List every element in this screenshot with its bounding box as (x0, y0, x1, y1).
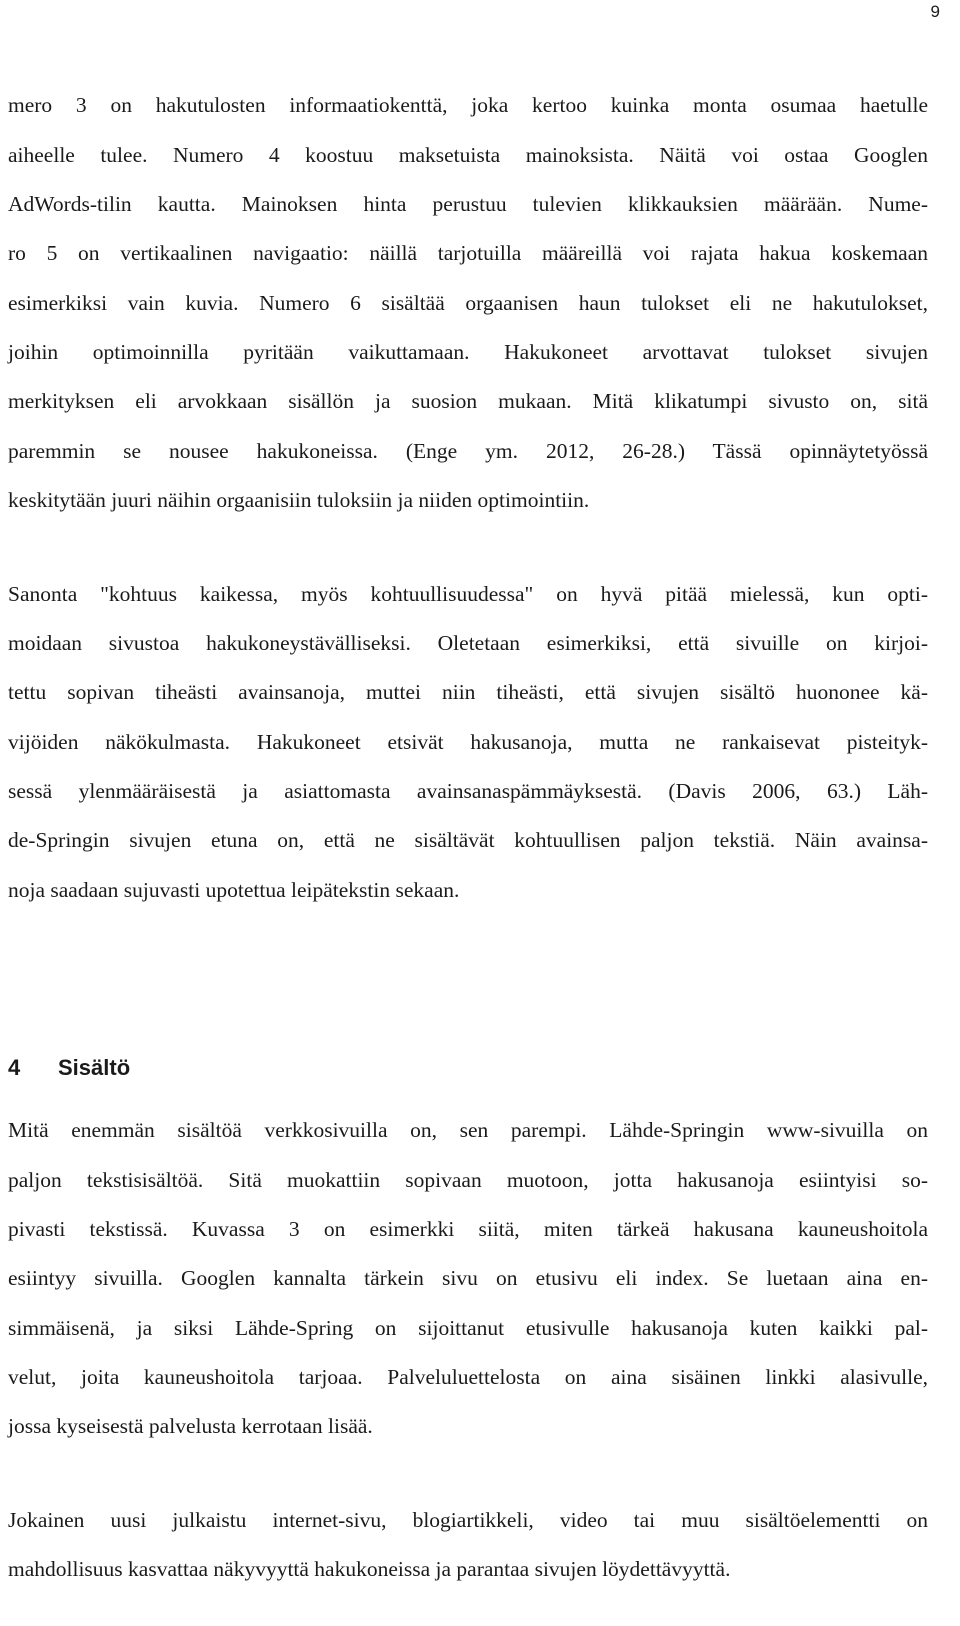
paragraph-1-line-7: merkityksen eli arvokkaan sisällön ja suosion mukaan. Mitä klikatumpi sivusto on, sitä (8, 389, 928, 413)
paragraph-1-line-1: mero 3 on hakutulosten informaatiokenttä, joka kertoo kuinka monta osumaa haetulle (8, 93, 928, 117)
paragraph-2-line-1: Sanonta "kohtuus kaikessa, myös kohtuullisuudessa" on hyvä pitää mielessä, kun opti- (8, 582, 928, 606)
paragraph-1-line-2: aiheelle tulee. Numero 4 koostuu maksetuista mainoksista. Näitä voi ostaa Googlen (8, 143, 928, 167)
paragraph-4-line-2: mahdollisuus kasvattaa näkyvyyttä hakukoneissa ja parantaa sivujen löydettävyyttä. (8, 1557, 731, 1581)
paragraph-2-line-2: moidaan sivustoa hakukoneystävälliseksi. Oletetaan esimerkiksi, että sivuille on kirjoi- (8, 631, 928, 655)
paragraph-1-line-9: keskitytään juuri näihin orgaanisiin tuloksiin ja niiden optimointiin. (8, 488, 590, 512)
paragraph-3-line-7: jossa kyseisestä palvelusta kerrotaan lisää. (8, 1414, 373, 1438)
paragraph-3-line-4: esiintyy sivuilla. Googlen kannalta tärkein sivu on etusivu eli index. Se luetaan aina en- (8, 1266, 928, 1290)
section-number: 4 (8, 1055, 21, 1080)
paragraph-1-line-6: joihin optimoinnilla pyritään vaikuttamaan. Hakukoneet arvottavat tulokset sivujen (8, 340, 928, 364)
paragraph-3-line-5: simmäisenä, ja siksi Lähde-Spring on sijoittanut etusivulle hakusanoja kuten kaikki pal- (8, 1316, 928, 1340)
paragraph-2-line-5: sessä ylenmääräisestä ja asiattomasta avainsanaspämmäyksestä. (Davis 2006, 63.) Läh- (8, 779, 928, 803)
paragraph-2-line-3: tettu sopivan tiheästi avainsanoja, muttei niin tiheästi, että sivujen sisältö huononee kä- (8, 680, 928, 704)
paragraph-2-line-6: de-Springin sivujen etuna on, että ne sisältävät kohtuullisen paljon tekstiä. Näin avainsa- (8, 828, 928, 852)
paragraph-2-line-4: vijöiden näkökulmasta. Hakukoneet etsivät hakusanoja, mutta ne rankaisevat pisteityk- (8, 730, 928, 754)
paragraph-1-line-8: paremmin se nousee hakukoneissa. (Enge ym. 2012, 26-28.) Tässä opinnäytetyössä (8, 439, 928, 463)
paragraph-3-line-2: paljon tekstisisältöä. Sitä muokattiin sopivaan muotoon, jotta hakusanoja esiintyisi so- (8, 1168, 928, 1192)
paragraph-1-line-3: AdWords-tilin kautta. Mainoksen hinta perustuu tulevien klikkauksien määrään. Nume- (8, 192, 928, 216)
section-heading (8, 1054, 130, 1082)
paragraph-3-line-1: Mitä enemmän sisältöä verkkosivuilla on, sen parempi. Lähde-Springin www-sivuilla on (8, 1118, 928, 1142)
paragraph-1-line-4: ro 5 on vertikaalinen navigaatio: näillä tarjotuilla määreillä voi rajata hakua koskemaan (8, 241, 928, 265)
paragraph-3-line-6: velut, joita kauneushoitola tarjoaa. Palveluluettelosta on aina sisäinen linkki alasivulle, (8, 1365, 928, 1389)
paragraph-3-line-3: pivasti tekstissä. Kuvassa 3 on esimerkki siitä, miten tärkeä hakusana kauneushoitola (8, 1217, 928, 1241)
section-title: Sisältö (58, 1055, 131, 1080)
page-number: 9 (930, 2, 940, 21)
paragraph-1-line-5: esimerkiksi vain kuvia. Numero 6 sisältää orgaanisen haun tulokset eli ne hakutulokset, (8, 291, 928, 315)
paragraph-4-line-1: Jokainen uusi julkaistu internet-sivu, blogiartikkeli, video tai muu sisältöelementti on (8, 1508, 928, 1532)
paragraph-2-line-7: noja saadaan sujuvasti upotettua leipätekstin sekaan. (8, 878, 460, 902)
